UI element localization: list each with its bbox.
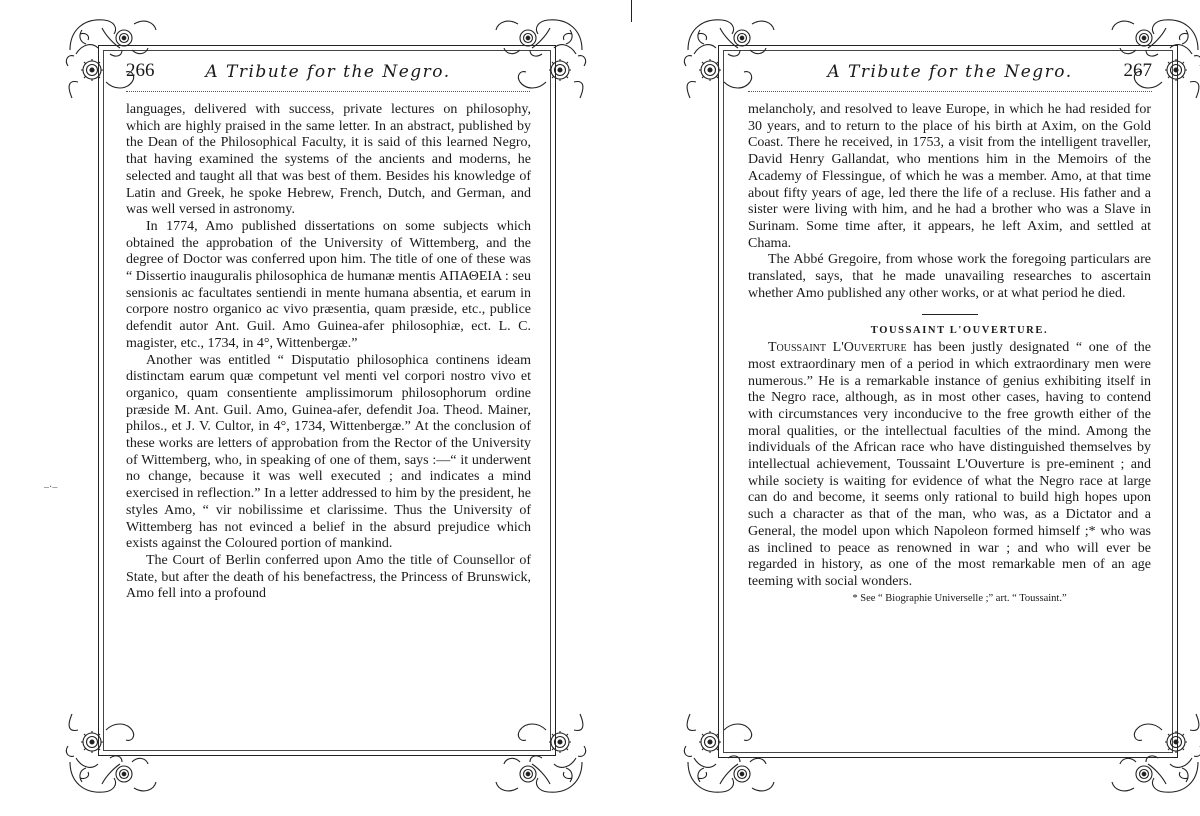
right-page — [600, 0, 1200, 816]
page-header — [126, 60, 530, 88]
scroll-ornament-icon — [680, 706, 776, 802]
margin-mark: –·– — [44, 482, 58, 493]
paragraph: The Court of Berlin conferred upon Amo the title of Counsellor of State, but after the death of his benefactress, the Princess of Brunswick, Amo fell into a profound — [126, 552, 531, 602]
paragraph: In 1774, Amo published dissertations on some subjects which obtained the approbation of the University of Wittemberg, and the degree of Doctor was conferred upon him. The title of one of these was “ Dissertio inauguralis philosophica de humanæ mentis ΑΠΑΘΕΙΑ : seu sensionis ac facultates sentiendi in mente humana absentia, et earum in corpore nostro organico ac vivo præsentia, quam præside, etc., publice defendit autor Ant. Guil. Amo Guinea-afer philosophiæ, ect. L. C. magister, etc., 1734, in 4°, Wittenbergæ.” — [126, 218, 531, 351]
section-heading: TOUSSAINT L'OUVERTURE. — [870, 325, 1049, 337]
page-number: 266 — [126, 60, 155, 81]
running-title: A Tribute for the Negro. — [205, 62, 451, 82]
scroll-ornament-icon — [494, 706, 590, 802]
footnote: * See “ Biographie Universelle ;” art. “ Toussaint.” — [852, 592, 1067, 604]
scroll-ornament-icon — [1110, 706, 1200, 802]
page-header — [748, 60, 1152, 88]
paragraph: Another was entitled “ Disputatio philosophica continens ideam distinctam earum quæ competunt vel menti vel corpori nostro vivo et organico, quam consentiente amplissimorum philosophorum ordine præside M. Ant. Guil. Amo, Guinea-afer, defendit Joa. Theod. Mainer, philos., et J. V. Cultor, in 4°, 1734, Wittenbergæ.” At the conclusion of these works are letters of approbation from the Rector of the University of Wittemberg, who, in speaking of one of them, says :—“ it underwent no change, because it was well executed ; and indicates a mind exercised in reflection.” In a letter addressed to him by the president, he styles Amo, “ vir nobilissime et clarissime. Thus the University of Wittemberg has not evinced a belief in the absurd prejudice which exists against the Coloured portion of mankind. — [126, 352, 531, 552]
header-rule — [748, 91, 1152, 92]
body-text — [748, 102, 1151, 607]
body-text — [126, 102, 531, 603]
paragraph: languages, delivered with success, private lectures on philosophy, which are highly praised in the same letter. In an abstract, published by the Dean of the Philosophical Faculty, it is said of this learned Negro, that having examined the systems of the ancients and moderns, he selected and taught all that was best of them. Besides his knowledge of Latin and Greek, he spoke Hebrew, French, Dutch, and German, and was well versed in astronomy. — [126, 102, 531, 218]
section-paragraph: has been justly designated “ one of the most extraordinary men of a period in which extraordinary men were numerous.” He is a remarkable instance of genius exhibiting itself in the Negro race, although, as in most other cases, having to contend with circumstances very inconducive to the free growth either of the moral qualities, or the intellectual faculties of the mind. Among the individuals of the African race who have distinguished themselves by intellectual achievement, Toussaint L'Ouverture is pre-eminent ; and while society is waiting for evidence of what the Negro race at large can do and become, it seems only rational to build high hopes upon such a character as that of the man, who was, as a Dictator and a General, the model upon which Napoleon formed himself ;* who was as inclined to peace as renowned in war ; and who will ever be regarded in history, as one of the most remarkable men of an age teeming with social wonders. — [748, 340, 1151, 589]
paragraph: melancholy, and resolved to leave Europe, in which he had resided for 30 years, and to return to the place of his birth at Axim, on the Gold Coast. There he received, in 1753, a visit from the intelligent traveller, David Henry Gallandat, who mentions him in the Memoirs of the Academy of Flessingue, of which he was a member. Amo, at that time about fifty years of age, led there the life of a recluse. His father and a sister were living with him, and he had a brother who was a Slave in Surinam. Some time after, it appears, he left Axim, and settled at Chama. — [748, 102, 1151, 251]
section-divider — [922, 314, 978, 315]
section-lead: Toussaint L'Ouverture — [768, 340, 907, 356]
header-rule — [126, 91, 530, 92]
page-number: 267 — [1123, 60, 1152, 81]
scroll-ornament-icon — [62, 706, 158, 802]
paragraph: The Abbé Gregoire, from whose work the foregoing particulars are translated, says, that he made unavailing researches to ascertain whether Amo published any other works, or at what period he died. — [748, 252, 1151, 301]
paragraph — [748, 340, 1151, 591]
running-title: A Tribute for the Negro. — [827, 62, 1073, 82]
